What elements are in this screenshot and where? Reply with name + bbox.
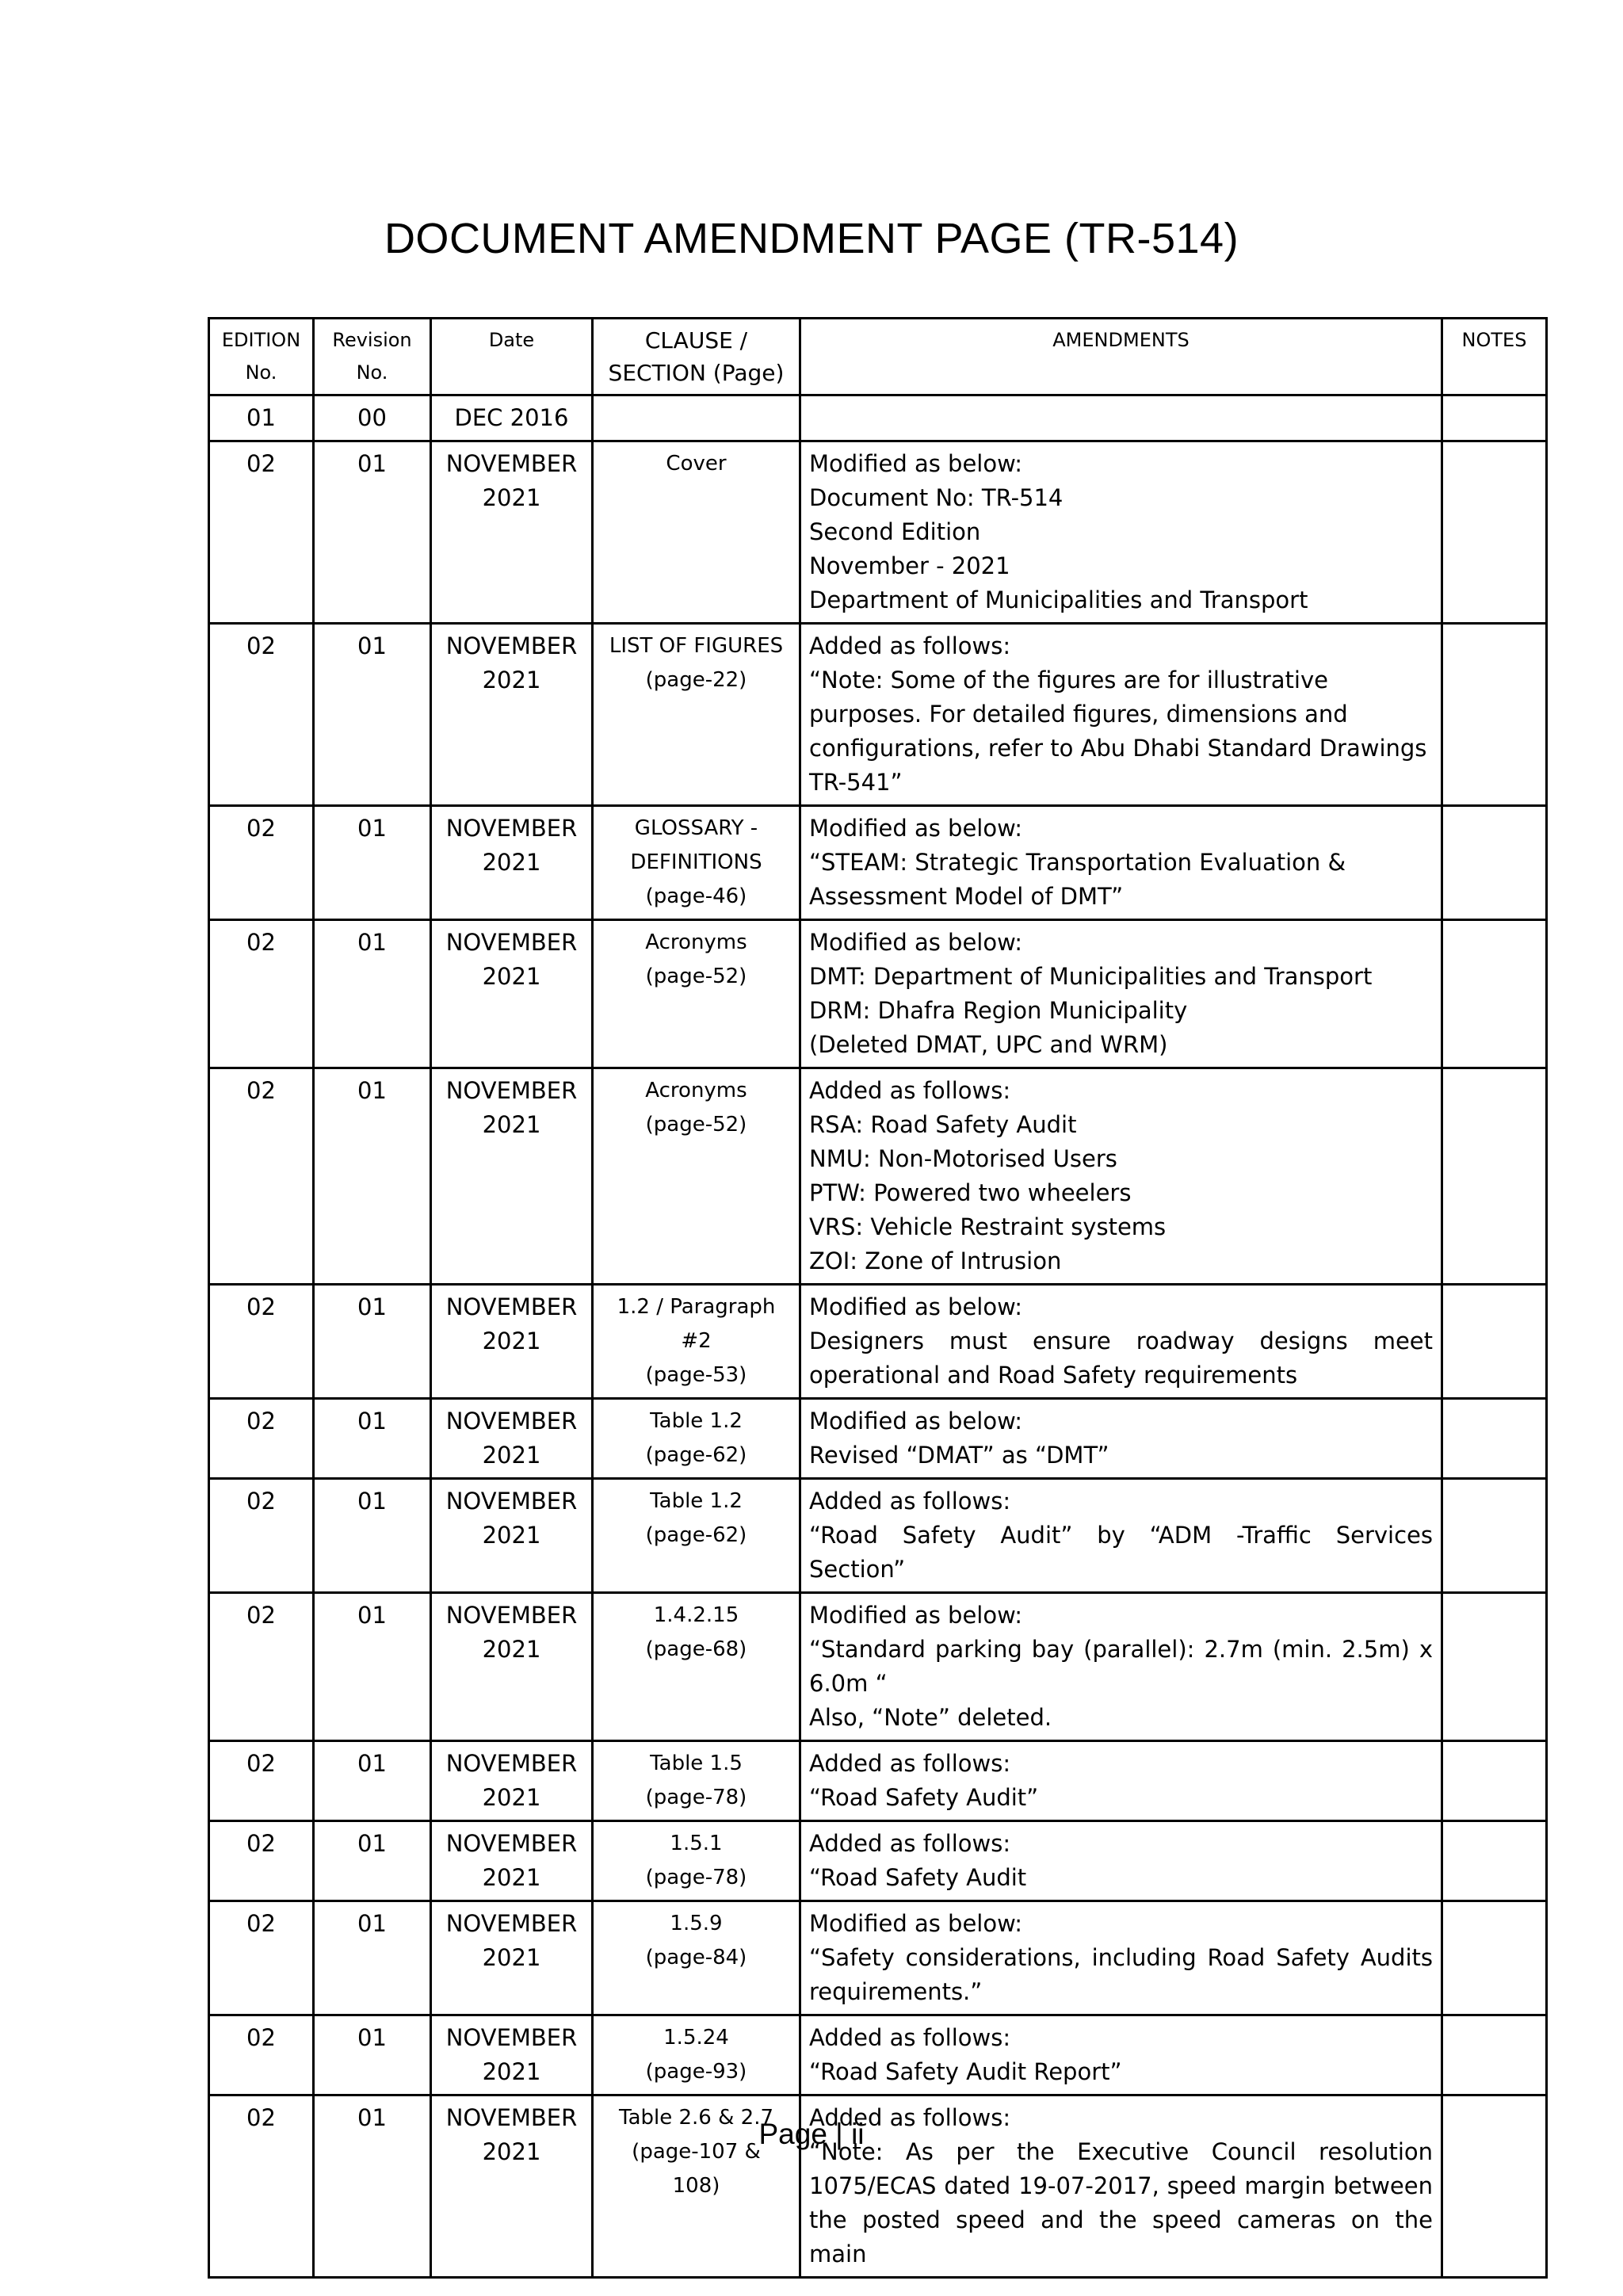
cell-clause: Acronyms (page-52) xyxy=(593,920,800,1068)
cell-revision: 01 xyxy=(314,624,431,806)
cell-notes xyxy=(1442,1068,1547,1285)
cell-clause: Table 1.2 (page-62) xyxy=(593,1399,800,1479)
cell-revision: 01 xyxy=(314,1399,431,1479)
cell-amendments: Added as follows: “Note: As per the Executive Council resolution 1075/ECAS dated 19-07-2017, speed margin between the posted speed and the speed cameras on the main xyxy=(800,2095,1442,2278)
cell-notes xyxy=(1442,395,1547,441)
amendment-table xyxy=(208,317,1548,2279)
cell-amendments: Modified as below: Document No: TR-514 Second Edition November - 2021 Department of Municipalities and Transport xyxy=(800,441,1442,624)
cell-date: NOVEMBER 2021 xyxy=(431,806,593,920)
cell-edition: 02 xyxy=(209,624,314,806)
cell-amendments: Modified as below: Revised “DMAT” as “DMT” xyxy=(800,1399,1442,1479)
cell-amendments: Modified as below: “Standard parking bay (parallel): 2.7m (min. 2.5m) x 6.0m “ Also, “Note” deleted. xyxy=(800,1593,1442,1741)
cell-revision: 01 xyxy=(314,441,431,624)
cell-edition: 01 xyxy=(209,395,314,441)
table-row xyxy=(209,624,1547,806)
cell-notes xyxy=(1442,1741,1547,1821)
table-row xyxy=(209,1593,1547,1741)
cell-edition: 02 xyxy=(209,806,314,920)
cell-edition: 02 xyxy=(209,1068,314,1285)
cell-date: NOVEMBER 2021 xyxy=(431,2095,593,2278)
cell-notes xyxy=(1442,1285,1547,1399)
cell-amendments: Added as follows: RSA: Road Safety Audit NMU: Non-Motorised Users PTW: Powered two wheelers VRS: Vehicle Restraint systems ZOI: Zone of Intrusion xyxy=(800,1068,1442,1285)
table-body xyxy=(209,395,1547,2278)
cell-revision: 01 xyxy=(314,2095,431,2278)
cell-clause: Cover xyxy=(593,441,800,624)
cell-clause: 1.2 / Paragraph #2 (page-53) xyxy=(593,1285,800,1399)
cell-clause xyxy=(593,395,800,441)
cell-date: NOVEMBER 2021 xyxy=(431,1593,593,1741)
cell-edition: 02 xyxy=(209,441,314,624)
cell-revision: 01 xyxy=(314,1901,431,2015)
cell-revision: 01 xyxy=(314,1285,431,1399)
cell-amendments: Modified as below: Designers must ensure roadway designs meet operational and Road Safety requirements xyxy=(800,1285,1442,1399)
cell-edition: 02 xyxy=(209,1901,314,2015)
table-header-row xyxy=(209,319,1547,395)
header-clause: CLAUSE / SECTION (Page) xyxy=(593,319,800,395)
cell-edition: 02 xyxy=(209,2015,314,2095)
cell-amendments: Modified as below: DMT: Department of Municipalities and Transport DRM: Dhafra Region Municipality (Deleted DMAT, UPC and WRM) xyxy=(800,920,1442,1068)
table-row xyxy=(209,1399,1547,1479)
table-row xyxy=(209,441,1547,624)
cell-clause: GLOSSARY - DEFINITIONS (page-46) xyxy=(593,806,800,920)
cell-notes xyxy=(1442,441,1547,624)
cell-edition: 02 xyxy=(209,1593,314,1741)
cell-amendments xyxy=(800,395,1442,441)
cell-date: NOVEMBER 2021 xyxy=(431,1068,593,1285)
cell-date: NOVEMBER 2021 xyxy=(431,1399,593,1479)
cell-revision: 00 xyxy=(314,395,431,441)
cell-edition: 02 xyxy=(209,920,314,1068)
cell-revision: 01 xyxy=(314,806,431,920)
cell-notes xyxy=(1442,1399,1547,1479)
cell-date: NOVEMBER 2021 xyxy=(431,441,593,624)
cell-date: NOVEMBER 2021 xyxy=(431,1901,593,2015)
page-number: Page | ii xyxy=(758,2118,865,2150)
cell-clause: 1.5.1 (page-78) xyxy=(593,1821,800,1901)
cell-amendments: Added as follows: “Road Safety Audit” xyxy=(800,1741,1442,1821)
header-edition: EDITION No. xyxy=(209,319,314,395)
cell-date: NOVEMBER 2021 xyxy=(431,624,593,806)
cell-edition: 02 xyxy=(209,1741,314,1821)
cell-amendments: Added as follows: “Road Safety Audit” by “ADM -Traffic Services Section” xyxy=(800,1479,1442,1593)
cell-edition: 02 xyxy=(209,1479,314,1593)
cell-notes xyxy=(1442,920,1547,1068)
cell-edition: 02 xyxy=(209,1285,314,1399)
cell-clause: Table 2.6 & 2.7 (page-107 & 108) xyxy=(593,2095,800,2278)
cell-clause: Acronyms (page-52) xyxy=(593,1068,800,1285)
cell-edition: 02 xyxy=(209,2095,314,2278)
cell-revision: 01 xyxy=(314,1479,431,1593)
cell-clause: 1.5.9 (page-84) xyxy=(593,1901,800,2015)
cell-amendments: Added as follows: “Note: Some of the figures are for illustrative purposes. For detailed figures, dimensions and configurations, refer to Abu Dhabi Standard Drawings TR-541” xyxy=(800,624,1442,806)
cell-date: NOVEMBER 2021 xyxy=(431,920,593,1068)
cell-revision: 01 xyxy=(314,1068,431,1285)
cell-revision: 01 xyxy=(314,2015,431,2095)
table-row xyxy=(209,1068,1547,1285)
cell-revision: 01 xyxy=(314,1821,431,1901)
cell-clause: Table 1.2 (page-62) xyxy=(593,1479,800,1593)
table-row xyxy=(209,1821,1547,1901)
cell-amendments: Modified as below: “Safety considerations, including Road Safety Audits requirements.” xyxy=(800,1901,1442,2015)
cell-amendments: Added as follows: “Road Safety Audit xyxy=(800,1821,1442,1901)
table-row xyxy=(209,1741,1547,1821)
header-amendments: AMENDMENTS xyxy=(800,319,1442,395)
cell-notes xyxy=(1442,806,1547,920)
cell-clause: 1.4.2.15 (page-68) xyxy=(593,1593,800,1741)
cell-revision: 01 xyxy=(314,1741,431,1821)
cell-edition: 02 xyxy=(209,1399,314,1479)
cell-notes xyxy=(1442,1593,1547,1741)
cell-amendments: Modified as below: “STEAM: Strategic Transportation Evaluation & Assessment Model of DMT” xyxy=(800,806,1442,920)
cell-date: DEC 2016 xyxy=(431,395,593,441)
header-date: Date xyxy=(431,319,593,395)
header-notes: NOTES xyxy=(1442,319,1547,395)
cell-notes xyxy=(1442,2015,1547,2095)
cell-date: NOVEMBER 2021 xyxy=(431,2015,593,2095)
table-row xyxy=(209,395,1547,441)
cell-date: NOVEMBER 2021 xyxy=(431,1741,593,1821)
cell-revision: 01 xyxy=(314,1593,431,1741)
table-row xyxy=(209,1901,1547,2015)
cell-clause: LIST OF FIGURES (page-22) xyxy=(593,624,800,806)
header-revision: Revision No. xyxy=(314,319,431,395)
cell-notes xyxy=(1442,624,1547,806)
cell-date: NOVEMBER 2021 xyxy=(431,1479,593,1593)
table-row xyxy=(209,806,1547,920)
cell-amendments: Added as follows: “Road Safety Audit Report” xyxy=(800,2015,1442,2095)
cell-clause: 1.5.24 (page-93) xyxy=(593,2015,800,2095)
table-row xyxy=(209,1285,1547,1399)
cell-date: NOVEMBER 2021 xyxy=(431,1285,593,1399)
cell-edition: 02 xyxy=(209,1821,314,1901)
table-row xyxy=(209,920,1547,1068)
table-row xyxy=(209,2015,1547,2095)
cell-notes xyxy=(1442,1821,1547,1901)
table-row xyxy=(209,1479,1547,1593)
cell-revision: 01 xyxy=(314,920,431,1068)
cell-date: NOVEMBER 2021 xyxy=(431,1821,593,1901)
cell-clause: Table 1.5 (page-78) xyxy=(593,1741,800,1821)
cell-notes xyxy=(1442,1479,1547,1593)
page-title: DOCUMENT AMENDMENT PAGE (TR-514) xyxy=(384,215,1239,262)
cell-notes xyxy=(1442,1901,1547,2015)
